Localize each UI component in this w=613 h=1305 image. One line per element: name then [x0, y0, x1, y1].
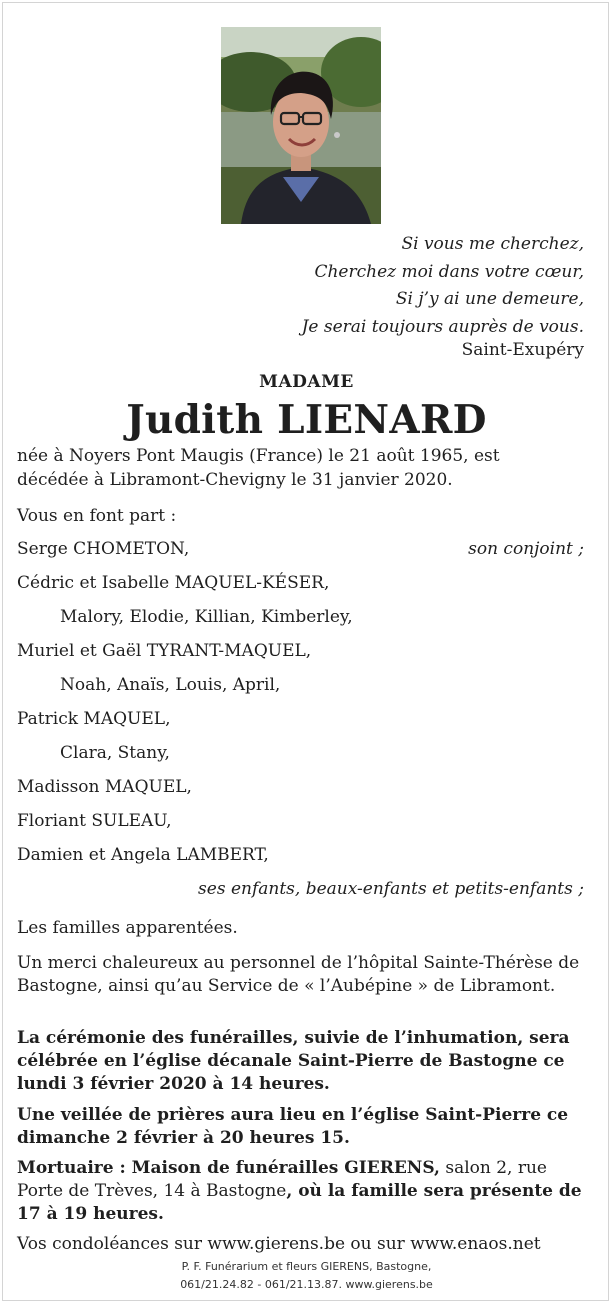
mortuary-hours: , où la famille sera présente de 17 à 19 heures. [17, 1181, 582, 1224]
poem-line: Je serai toujours auprès de vous. [301, 316, 584, 337]
poem-line: Si vous me cherchez, [401, 234, 584, 254]
children-role: ses enfants, beaux-enfants et petits-enfants ; [198, 879, 584, 899]
family-member: Cédric et Isabelle MAQUEL-KÉSER, [17, 573, 330, 593]
announce-text: Vous en font part : [17, 506, 177, 526]
family-member: Floriant SULEAU, [17, 811, 172, 831]
epigraph-poem [184, 231, 584, 341]
family-member: Noah, Anaïs, Louis, April, [60, 675, 281, 695]
mortuary-paragraph [17, 1157, 587, 1226]
spouse-role: son conjoint ; [468, 539, 584, 559]
footer-line: P. F. Funérarium et fleurs GIERENS, Bastogne, [181, 1260, 432, 1273]
condolences-text: Vos condoléances sur www.gierens.be ou sur www.enaos.net [17, 1234, 541, 1254]
spouse-name: Serge CHOMETON, [17, 539, 190, 559]
mortuary-address: salon 2, rue Porte de Trèves, 14 à Bastogne [17, 1158, 547, 1201]
related-families: Les familles apparentées. [17, 918, 238, 938]
mortuary-label: Mortuaire : Maison de funérailles GIERENS, [17, 1158, 440, 1178]
footer-line: 061/21.24.82 - 061/21.13.87. www.gierens.be [180, 1278, 433, 1291]
family-member: Clara, Stany, [60, 743, 170, 763]
death-line: décédée à Libramont-Chevigny le 31 janvier 2020. [17, 470, 453, 490]
funeral-home-footer [0, 1258, 613, 1294]
family-member: Madisson MAQUEL, [17, 777, 192, 797]
family-member: Damien et Angela LAMBERT, [17, 845, 269, 865]
salutation: MADAME [259, 372, 354, 392]
birth-line: née à Noyers Pont Maugis (France) le 21 août 1965, est [17, 446, 500, 466]
family-member: Malory, Elodie, Killian, Kimberley, [60, 607, 353, 627]
family-member: Patrick MAQUEL, [17, 709, 171, 729]
portrait-photo [221, 27, 381, 224]
family-member: Muriel et Gaël TYRANT-MAQUEL, [17, 641, 312, 661]
poem-line: Si j’y ai une demeure, [395, 289, 584, 309]
vigil-paragraph: Une veillée de prières aura lieu en l’église Saint-Pierre ce dimanche 2 février à 20 heures 15. [17, 1105, 569, 1148]
thanks-paragraph: Un merci chaleureux au personnel de l’hôpital Sainte-Thérèse de Bastogne, ainsi qu’au Service de « l’Aubépine » de Libramont. [17, 953, 580, 996]
poem-line: Cherchez moi dans votre cœur, [314, 261, 584, 282]
deceased-name: Judith LIENARD [126, 397, 487, 443]
ceremony-paragraph: La cérémonie des funérailles, suivie de l’inhumation, sera célébrée en l’église décanale Saint-Pierre de Bastogne ce lundi 3 février 2020 à 14 heures. [17, 1028, 570, 1094]
poem-author: Saint-Exupéry [461, 340, 584, 360]
